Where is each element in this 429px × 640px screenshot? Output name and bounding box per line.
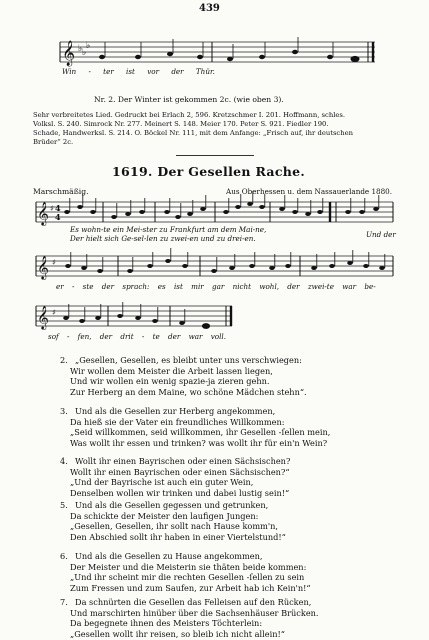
song-number: 1619. [112, 164, 153, 179]
treble-clef: 𝄞 [37, 201, 49, 225]
verse-line: Den Abschied sollt ihr haben in einer Viertelstund!“ [70, 531, 286, 542]
sources-line-3: Schade, Handwerksl. S. 214. O. Böckel Nr. 111, mit dem Anfange: „Frisch auf, ihr deutschen [33, 129, 354, 137]
top-staff-lines [60, 42, 375, 62]
svg-text:4: 4 [55, 212, 61, 222]
verse-line: Wir wollen dem Meister die Arbeit lassen liegen, [70, 365, 273, 376]
sources-line-2: Volksl. S. 240. Simrock Nr. 277. Meinert S. 148. Meier 170. Peter S. 921. Fiedler 190. [33, 120, 329, 128]
svg-text:♯: ♯ [50, 204, 54, 213]
verse-number: 7. [60, 597, 68, 607]
staff-1-lyrics-a: Es wohn-te ein Mei-ster zu Frankfurt am dem Mai-ne, [70, 225, 267, 234]
music-staff-2 [0, 246, 429, 286]
verse-number: 3. [60, 406, 68, 416]
treble-clef: 𝄞 [62, 41, 76, 66]
svg-text:♭: ♭ [82, 48, 87, 58]
verse-line: „Gesellen, Gesellen, ihr sollt nach Hause komm'n, [70, 521, 279, 532]
verse-line: Zur Herberg an dem Maine, wo schöne Mädchen stehn“. [70, 386, 307, 397]
verse-line: „Gesellen wollt ihr reisen, so bleib ich nicht allein!“ [70, 628, 285, 639]
staff-1-lyrics-c: Und der [366, 230, 396, 239]
song-title [112, 164, 305, 179]
tempo-marking: Marschmäßig. [33, 187, 89, 196]
verse-number: 2. [60, 355, 68, 365]
section-divider [176, 155, 254, 156]
verse-line: Denselben wollen wir trinken und dabei lustig sein!“ [70, 487, 290, 498]
verse-line: Und marschirten hinüber über die Sachsenhäuser Brücken. [70, 607, 319, 618]
svg-text:♭: ♭ [86, 41, 91, 51]
verse-line: „Gesellen, Gesellen, es bleibt unter uns verschwiegen: [75, 355, 302, 365]
verse-line: Wollt ihr einen Bayrischen oder einen Sächsischen?“ [70, 466, 290, 477]
treble-clef: 𝄞 [37, 305, 49, 329]
verse-line: Da begegnete ihnen des Meisters Töchterlein: [70, 618, 263, 629]
verse-number: 4. [60, 456, 68, 466]
svg-text:♯: ♯ [52, 308, 56, 317]
staff-1-notes [64, 191, 379, 219]
verse-line: Und wir wollen ein wenig spazie-ja zieren gehn. [70, 376, 270, 387]
verse-number: 6. [60, 551, 68, 561]
page-number: 439 [199, 3, 220, 14]
music-staff-3 [0, 296, 429, 336]
sources-line-4: Brüder“ 2c. [33, 138, 74, 146]
verse-line: „Und der Bayrische ist auch ein guter Wein, [70, 477, 254, 488]
verse-line: Zum Fressen und zum Saufen, zur Arbeit hab ich Kein'n!“ [70, 582, 311, 593]
verse-line: Was wollt ihr essen und trinken? was wollt ihr für ein'n Wein? [70, 437, 328, 448]
verse-line: Und als die Gesellen zur Herberg angekommen, [75, 406, 276, 416]
svg-text:4: 4 [55, 203, 61, 213]
flat-sign: ♭ [78, 44, 83, 54]
svg-text:♯: ♯ [52, 258, 56, 267]
verse-line: „Und ihr scheint mir die rechten Gesellen -ſellen zu sein [70, 572, 305, 583]
verse-line: Der Meister und die Meisterin sie thäten beide kommen: [70, 561, 307, 572]
verse-line: Da schickte der Meister den laufigen Jungen: [70, 510, 259, 521]
song-name: Der Gesellen Rache. [157, 164, 306, 179]
staff-3-lyrics: sof - fen, der drit - te der war voll. [48, 332, 227, 341]
verse-line: Und als die Gesellen zu Hause angekommen, [75, 551, 263, 561]
top-music-lyric: Win - ter ist vor der Thür. [62, 67, 215, 76]
verse-number: 5. [60, 500, 68, 510]
verse-line: Da schnürten die Gesellen das Felleisen auf den Rücken, [75, 597, 312, 607]
verse-line: „Seid willkommen, seid willkommen, ihr Gesellen -ſellen mein, [70, 427, 331, 438]
verse-line: Da hieß sie der Vater ein freundliches Willkommen: [70, 416, 285, 427]
staff-2-lyrics: er - ste der sprach: es ist mir gar nicht wohl, der zwei-te war be- [56, 282, 376, 291]
verse-line: Wollt ihr einen Bayrischen oder einen Sächsischen? [75, 456, 291, 466]
treble-clef: 𝄞 [37, 255, 49, 279]
sources-line-1: Sehr verbreitetes Lied. Gedruckt bei Erlach 2, 596. Kretzschmer I. 201. Hoffmann, schles. [33, 111, 346, 119]
variant-line: Nr. 2. Der Winter ist gekommen 2c. (wie oben 3). [94, 95, 284, 104]
top-notes [99, 37, 359, 62]
verse-line: Und als die Gesellen gegessen und getrunken, [75, 500, 269, 510]
staff-1-lyrics-b: Der hielt sich Ge-sel-len zu zwei-en und zu drei-en. [70, 234, 256, 243]
staff-2-notes [65, 248, 385, 273]
song-origin: Aus Oberhessen u. dem Nassauerlande 1880. [226, 187, 393, 196]
